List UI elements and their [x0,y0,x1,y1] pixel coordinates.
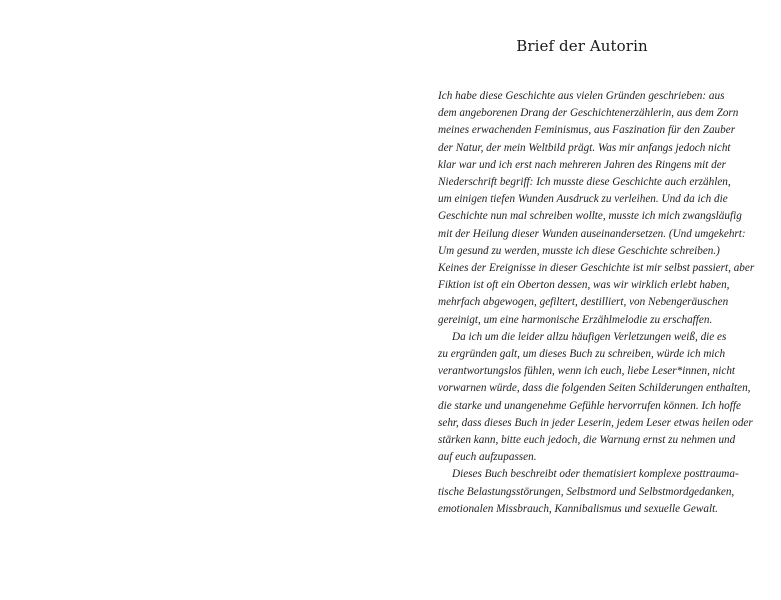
text-line: mit der Heilung dieser Wunden auseinandersetzen. (Und umgekehrt: [438,227,746,240]
text-line: stärken kann, bitte euch jedoch, die Warnung ernst zu nehmen und [438,434,736,447]
text-line: Keines der Ereignisse in dieser Geschichte ist mir selbst passiert, aber [438,262,755,275]
text-line: auf euch aufzupassen. [438,451,537,464]
text-line: die starke und unangenehme Gefühle hervorrufen können. Ich hoffe [438,399,741,412]
text-line: Niederschrift begriff: Ich musste diese Geschichte auch erzählen, [438,176,731,189]
text-line: Ich habe diese Geschichte aus vielen Gründen geschrieben: aus [438,90,725,102]
text-line: Fiktion ist oft ein Oberton dessen, was wir wirklich erlebt haben, [438,279,730,292]
letter-body [438,88,755,518]
text-line: mehrfach abgewogen, gefiltert, destilliert, von Nebengeräuschen [438,296,729,309]
text-line: emotionalen Missbrauch, Kannibalismus und sexuelle Gewalt. [438,502,718,515]
page-title: Brief der Autorin [516,37,648,55]
paragraph-2 [438,329,753,467]
text-line: zu ergründen galt, um dieses Buch zu schreiben, würde ich mich [438,348,726,361]
text-line: Da ich um die leider allzu häufigen Verletzungen weiß, die es [452,330,727,343]
text-line: meines erwachenden Feminismus, aus Faszination für den Zauber [438,124,736,137]
text-line: klar war und ich erst nach mehreren Jahren des Ringens mit der [438,158,727,171]
text-line: Um gesund zu werden, musste ich diese Geschichte schreiben.) [438,244,720,257]
text-line: um einigen tiefen Wunden Ausdruck zu verleihen. Und da ich die [438,193,728,206]
text-line: Dieses Buch beschreibt oder thematisiert komplexe posttrauma- [452,468,739,481]
text-line: dem angeborenen Drang der Geschichtenerzählerin, aus dem Zorn [438,107,739,120]
text-line: sehr, dass dieses Buch in jeder Leserin, jedem Leser etwas heilen oder [438,416,753,429]
text-line: der Natur, der mein Weltbild prägt. Was mir anfangs jedoch nicht [438,141,731,154]
text-line: vorwarnen würde, dass die folgenden Seiten Schilderungen enthalten, [438,382,751,395]
paragraph-1 [438,88,755,329]
paragraph-3 [438,466,739,518]
text-line: verantwortungslos fühlen, wenn ich euch, liebe Leser*innen, nicht [438,365,736,378]
text-line: Geschichte nun mal schreiben wollte, musste ich mich zwangsläufig [438,210,742,223]
text-line: tische Belastungsstörungen, Selbstmord und Selbstmordgedanken, [438,485,735,498]
text-line: gereinigt, um eine harmonische Erzählmelodie zu erschaffen. [438,313,713,326]
